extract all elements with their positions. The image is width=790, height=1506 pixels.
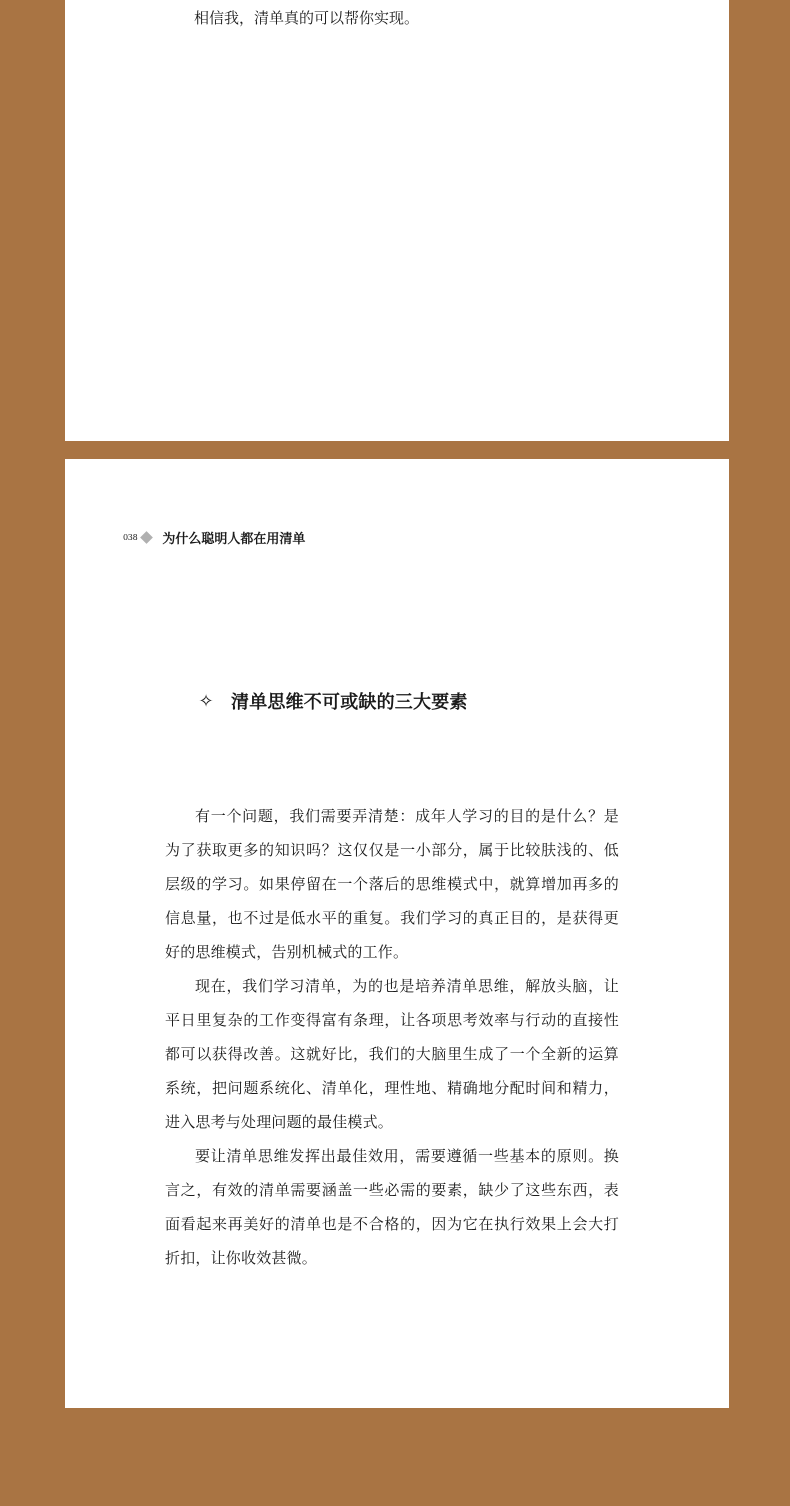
running-head xyxy=(123,527,305,547)
diamond-icon xyxy=(141,531,154,544)
paragraph: 要让清单思维发挥出最佳效用，需要遵循一些基本的原则。换言之，有效的清单需要涵盖一些必需的要素，缺少了这些东西，表面看起来再美好的清单也是不合格的，因为它在执行效果上会大打折扣，让你收效甚微。 xyxy=(165,1147,619,1267)
paragraph: 现在，我们学习清单，为的也是培养清单思维，解放头脑，让平日里复杂的工作变得富有条理，让各项思考效率与行动的直接性都可以获得改善。这就好比，我们的大脑里生成了一个全新的运算系统，把问题系统化、清单化，理性地、精确地分配时间和精力，进入思考与处理问题的最佳模式。 xyxy=(165,977,619,1131)
page-number: 038 xyxy=(123,532,138,542)
paragraph: 有一个问题，我们需要弄清楚：成年人学习的目的是什么？是为了获取更多的知识吗？这仅仅是一小部分，属于比较肤浅的、低层级的学习。如果停留在一个落后的思维模式中，就算增加再多的信息量，也不过是低水平的重复。我们学习的真正目的，是获得更好的思维模式，告别机械式的工作。 xyxy=(165,807,619,961)
current-page xyxy=(65,459,729,1408)
body-text xyxy=(165,799,619,1275)
section-heading xyxy=(195,688,468,714)
book-title: 为什么聪明人都在用清单 xyxy=(162,531,306,547)
previous-page xyxy=(65,0,729,441)
four-point-star-icon: ✧ xyxy=(198,690,214,712)
section-heading-text: 清单思维不可或缺的三大要素 xyxy=(231,692,468,713)
closing-line: 相信我，清单真的可以帮你实现。 xyxy=(194,9,420,27)
